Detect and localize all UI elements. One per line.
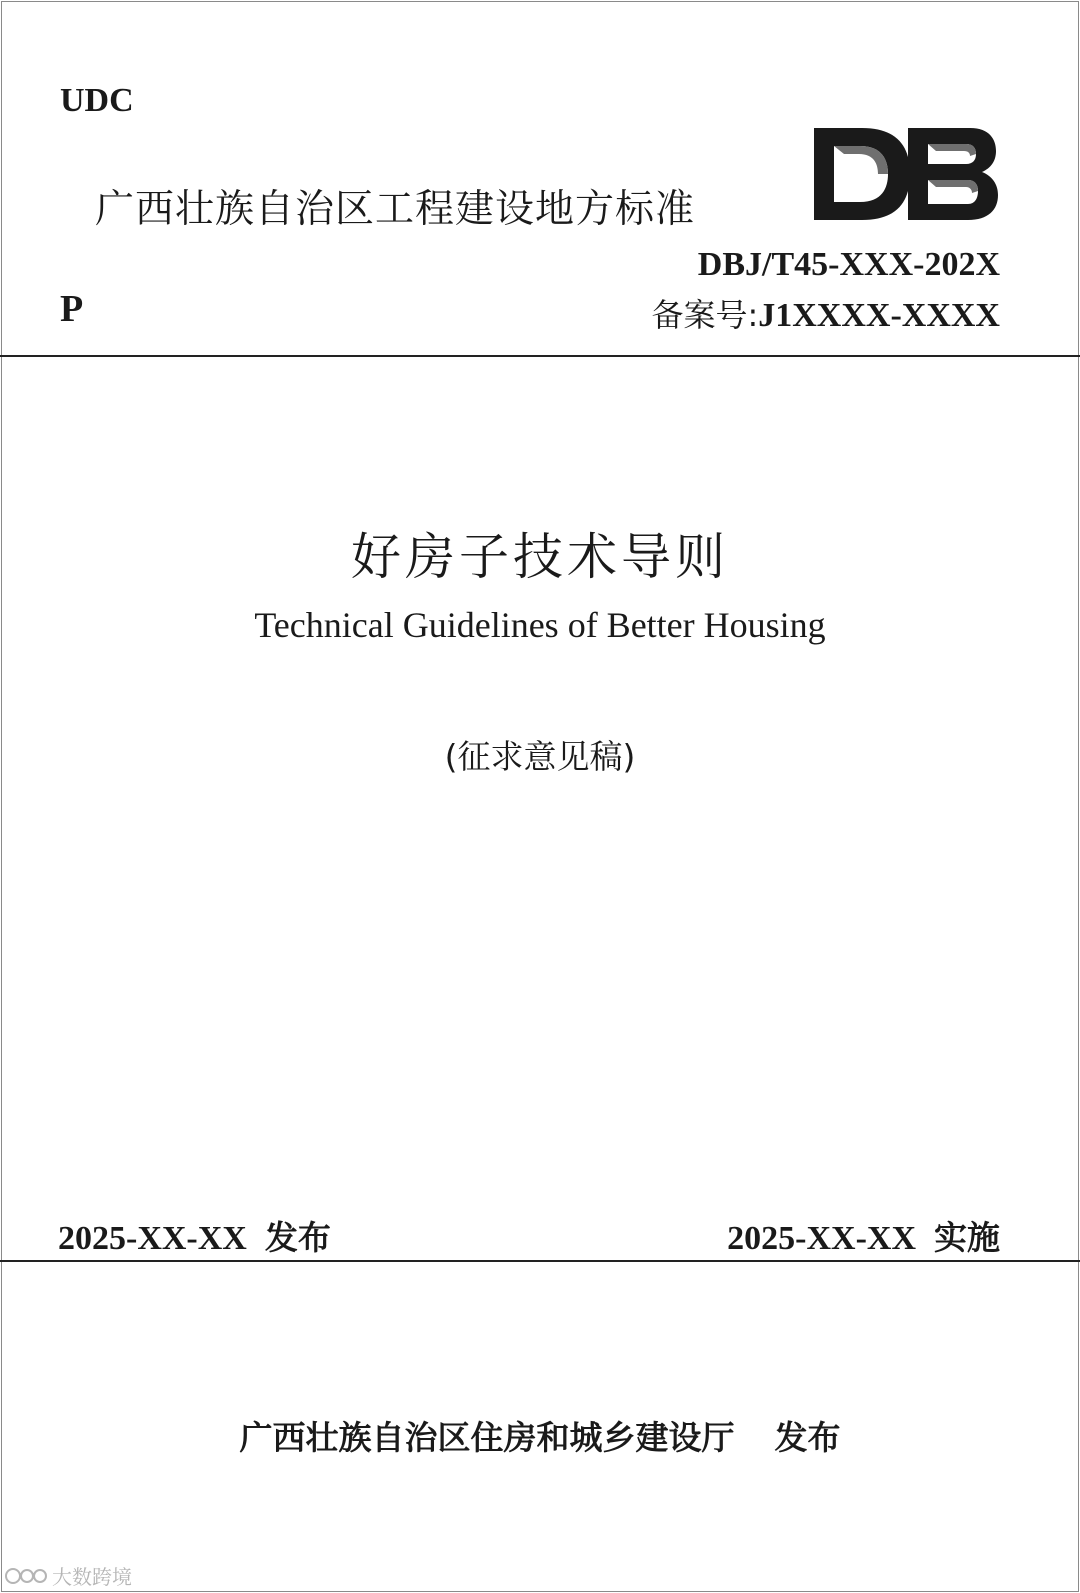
document-title-chinese: 好房子技术导则: [351, 528, 729, 586]
watermark-text: 大数跨境: [52, 1565, 132, 1589]
draft-status: (征求意见稿): [444, 737, 636, 776]
publisher-name: 广西壮族自治区住房和城乡建设厅: [239, 1418, 735, 1457]
footer-divider: [0, 1260, 1080, 1262]
implement-label: 实施: [934, 1218, 1000, 1257]
watermark-logo-icon: [4, 1565, 48, 1587]
standard-number: DBJ/T45-XXX-202X: [697, 246, 1000, 283]
header-divider: [0, 355, 1080, 357]
issue-date-line: [58, 1212, 331, 1259]
publisher-line: [0, 1412, 1080, 1459]
standard-type: 广西壮族自治区工程建设地方标准: [95, 187, 696, 232]
issue-label: 发布: [264, 1218, 331, 1257]
implement-date: 2025-XX-XX: [727, 1220, 916, 1257]
record-number: J1XXXX-XXXX: [758, 297, 1000, 334]
issue-date: 2025-XX-XX: [58, 1220, 247, 1257]
classification-code: P: [60, 288, 84, 330]
document-title-english: Technical Guidelines of Better Housing: [254, 605, 826, 645]
page-frame: [1, 1, 1079, 1592]
record-label: 备案号:: [651, 296, 759, 334]
record-number-line: [651, 290, 1000, 336]
udc-label: UDC: [60, 82, 134, 119]
implement-date-line: [727, 1212, 1000, 1259]
db-logo: [810, 124, 1000, 224]
watermark: [4, 1561, 132, 1590]
publish-label: 发布: [774, 1418, 841, 1457]
